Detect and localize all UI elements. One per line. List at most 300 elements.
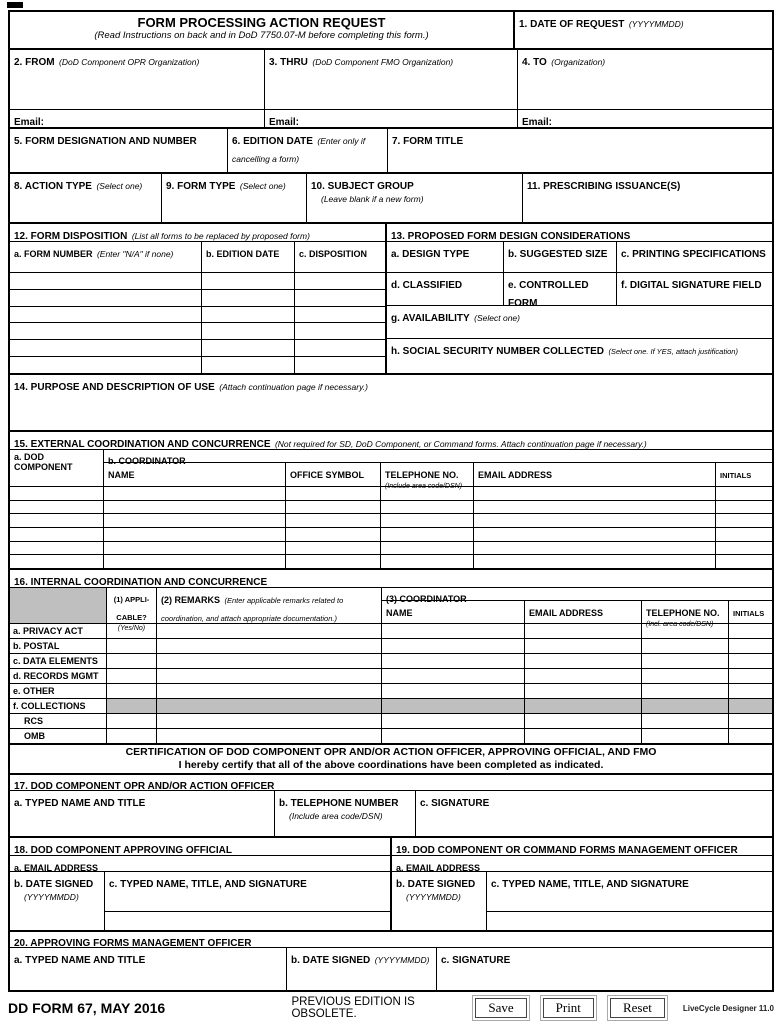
typed-name-area[interactable] xyxy=(105,872,390,912)
s12-blank-cell[interactable] xyxy=(10,273,202,289)
field-19a-email-address[interactable] xyxy=(392,856,772,872)
s12-body xyxy=(10,273,385,373)
email-label: Email: xyxy=(522,117,553,128)
s16-cell[interactable] xyxy=(107,684,157,698)
field-hint: (Include area code/DSN) xyxy=(289,811,383,821)
s18-date-signature-row xyxy=(10,872,390,930)
field-13f-digital-signature-field[interactable] xyxy=(617,273,772,305)
field-11-prescribing-issuances[interactable] xyxy=(523,174,772,222)
s15-col-coordinator xyxy=(104,450,772,466)
s15-blank-cell[interactable] xyxy=(104,542,286,555)
s17-fields-row xyxy=(10,791,772,836)
column-label: TELEPHONE NO. xyxy=(646,608,720,618)
s16-cell[interactable] xyxy=(382,624,525,638)
field-label: 11. PRESCRIBING ISSUANCE(S) xyxy=(527,181,681,192)
s12-blank-cell[interactable] xyxy=(10,307,202,323)
s15-col-initials xyxy=(716,463,772,486)
field-label: a. EMAIL ADDRESS xyxy=(14,863,99,873)
s16-cell[interactable] xyxy=(729,624,772,638)
column-hint: (Yes/No) xyxy=(117,625,146,632)
s16-cell[interactable] xyxy=(525,729,642,743)
s12-blank-cell[interactable] xyxy=(10,357,202,373)
field-13g-availability[interactable] xyxy=(387,306,772,339)
s16-cell[interactable] xyxy=(525,684,642,698)
s16-cell[interactable] xyxy=(729,684,772,698)
s12-blank-cell[interactable] xyxy=(10,290,202,306)
approval-row xyxy=(10,838,772,932)
s16-col-remarks xyxy=(157,588,382,623)
form-footer xyxy=(8,996,774,1020)
print-button[interactable]: Print xyxy=(543,998,594,1018)
field-13d-classified[interactable] xyxy=(387,273,504,305)
field-hint: (DoD Component FMO Organization) xyxy=(312,57,454,67)
s16-cell[interactable] xyxy=(107,654,157,668)
s15-blank-cell[interactable] xyxy=(104,514,286,527)
field-label: 14. PURPOSE AND DESCRIPTION OF USE xyxy=(14,382,215,393)
field-18c-typed-name-signature xyxy=(105,872,390,930)
section-20-header xyxy=(10,932,772,948)
s16-cell xyxy=(642,699,729,713)
field-13h-ssn-collected[interactable] xyxy=(387,339,772,373)
s16-cell xyxy=(157,699,382,713)
s15-blank-cell[interactable] xyxy=(474,501,716,514)
section-19-header xyxy=(392,838,772,856)
s15-blank-cell[interactable] xyxy=(474,487,716,500)
s16-cell[interactable] xyxy=(382,714,525,728)
email-field-from[interactable] xyxy=(10,110,265,127)
section-12-form-disposition xyxy=(10,224,387,373)
table-row xyxy=(10,541,772,555)
section-19-forms-management-officer xyxy=(392,838,772,930)
email-field-to[interactable] xyxy=(518,110,772,127)
form-title-block xyxy=(10,12,515,48)
s16-col-initials xyxy=(729,601,772,623)
s15-blank-cell[interactable] xyxy=(381,542,474,555)
obsolete-note: PREVIOUS EDITION IS OBSOLETE. xyxy=(291,996,415,1020)
s12-blank-cell[interactable] xyxy=(10,340,202,356)
field-label: h. SOCIAL SECURITY NUMBER COLLECTED xyxy=(391,346,604,357)
email-field-thru[interactable] xyxy=(265,110,518,127)
field-label: b. SUGGESTED SIZE xyxy=(508,249,608,260)
section-15-external-coordination xyxy=(10,432,772,570)
field-20a-typed-name-title[interactable] xyxy=(10,948,287,990)
s15-blank-cell[interactable] xyxy=(286,487,381,500)
field-label: g. AVAILABILITY xyxy=(391,313,470,324)
s16-cell[interactable] xyxy=(729,714,772,728)
s16-row-label: RCS xyxy=(10,714,107,728)
section-20-approving-fmo xyxy=(10,932,772,990)
table-row xyxy=(10,698,772,713)
s16-cell[interactable] xyxy=(382,729,525,743)
field-label: 5. FORM DESIGNATION AND NUMBER xyxy=(14,136,197,147)
field-hint: (Enter only if cancelling a form) xyxy=(232,136,366,164)
s15-blank-cell[interactable] xyxy=(716,528,772,541)
s15-blank-cell[interactable] xyxy=(286,528,381,541)
field-label: a. TYPED NAME AND TITLE xyxy=(14,798,146,809)
s16-cell[interactable] xyxy=(382,654,525,668)
s16-cell[interactable] xyxy=(525,654,642,668)
s15-blank-cell[interactable] xyxy=(10,514,104,527)
s16-cell[interactable] xyxy=(642,714,729,728)
s16-cell[interactable] xyxy=(157,624,382,638)
s16-cell xyxy=(107,699,157,713)
section-13-design-considerations xyxy=(387,224,772,373)
s15-blank-cell[interactable] xyxy=(474,514,716,527)
column-label: EMAIL ADDRESS xyxy=(478,470,553,480)
s15-blank-cell[interactable] xyxy=(716,542,772,555)
field-hint: (Select one) xyxy=(474,313,520,323)
s12-col-form-number xyxy=(10,242,202,272)
field-label: b. DATE SIGNED xyxy=(14,879,94,890)
signature-area[interactable] xyxy=(487,912,772,930)
section-17-opr-action-officer xyxy=(10,775,772,838)
s16-cell[interactable] xyxy=(525,639,642,653)
field-17c-signature[interactable] xyxy=(416,791,772,836)
column-hint: (Incl. area code/DSN) xyxy=(646,621,714,628)
s15-blank-cell[interactable] xyxy=(474,555,716,568)
certification-statement xyxy=(10,745,772,775)
field-5-form-designation[interactable] xyxy=(10,129,228,172)
field-13e-controlled-form[interactable] xyxy=(504,273,617,309)
field-17a-typed-name-title[interactable] xyxy=(10,791,275,836)
s16-cell[interactable] xyxy=(157,714,382,728)
field-label: a. TYPED NAME AND TITLE xyxy=(14,955,146,966)
field-label: b. DATE SIGNED xyxy=(396,879,476,890)
field-hint: (YYYYMMDD) xyxy=(406,892,461,902)
s15-blank-cell[interactable] xyxy=(474,542,716,555)
field-hint: (Select one) xyxy=(96,181,143,191)
s12-blank-cell[interactable] xyxy=(295,273,385,289)
s13-row-def xyxy=(387,273,772,309)
s16-cell[interactable] xyxy=(157,654,382,668)
table-row xyxy=(10,356,385,373)
field-13a-design-type[interactable] xyxy=(387,242,504,272)
s16-cell[interactable] xyxy=(107,729,157,743)
s15-blank-cell[interactable] xyxy=(10,555,104,568)
certification-line-1: CERTIFICATION OF DOD COMPONENT OPR AND/OR ACTION OFFICER, APPROVING OFFICIAL, AND FMO xyxy=(125,746,657,758)
s15-blank-cell[interactable] xyxy=(381,555,474,568)
section-12-header xyxy=(10,224,385,242)
column-hint: (Enter "N/A" if none) xyxy=(96,249,174,259)
s15-blank-cell[interactable] xyxy=(10,542,104,555)
scan-artifact-mark xyxy=(7,2,23,8)
field-label: 6. EDITION DATE xyxy=(232,136,313,147)
field-label: f. DIGITAL SIGNATURE FIELD xyxy=(621,280,762,291)
s15-body xyxy=(10,487,772,568)
field-2-from[interactable] xyxy=(10,50,265,109)
field-label: 9. FORM TYPE xyxy=(166,181,236,192)
s16-cell[interactable] xyxy=(157,729,382,743)
field-hint: (Organization) xyxy=(551,57,606,67)
s15-blank-cell[interactable] xyxy=(286,542,381,555)
s16-row-label: b. POSTAL xyxy=(10,639,107,653)
s13-row-abc xyxy=(387,242,772,273)
field-13b-suggested-size[interactable] xyxy=(504,242,617,272)
designation-row xyxy=(10,129,772,174)
column-hint: (Include area code/DSN) xyxy=(385,483,463,490)
field-hint: (Select one) xyxy=(239,181,286,191)
column-label: TELEPHONE NO. xyxy=(385,470,459,480)
s15-blank-cell[interactable] xyxy=(716,501,772,514)
field-label: 1. DATE OF REQUEST xyxy=(519,19,625,30)
field-label: c. TYPED NAME, TITLE, AND SIGNATURE xyxy=(491,879,689,890)
s15-blank-cell[interactable] xyxy=(104,501,286,514)
field-17b-telephone-number[interactable] xyxy=(275,791,416,836)
table-row xyxy=(10,668,772,683)
s16-corner-cell xyxy=(10,588,107,623)
routing-row xyxy=(10,50,772,110)
s16-cell[interactable] xyxy=(107,669,157,683)
table-row xyxy=(10,527,772,541)
s16-cell[interactable] xyxy=(525,624,642,638)
table-row xyxy=(10,500,772,514)
section-title: 16. INTERNAL COORDINATION AND CONCURRENCE xyxy=(14,577,268,588)
s15-blank-cell[interactable] xyxy=(716,514,772,527)
s16-cell[interactable] xyxy=(729,729,772,743)
signature-area[interactable] xyxy=(105,912,390,930)
dd-form-67 xyxy=(8,10,774,992)
s16-row-label: OMB xyxy=(10,729,107,743)
save-button[interactable]: Save xyxy=(475,998,526,1018)
s15-col-name xyxy=(104,463,286,486)
field-label: a. DESIGN TYPE xyxy=(391,249,470,260)
column-label: INITIALS xyxy=(720,471,752,480)
table-row xyxy=(10,273,385,289)
section-title: 12. FORM DISPOSITION xyxy=(14,231,128,242)
s12-blank-cell[interactable] xyxy=(202,323,295,339)
table-row xyxy=(10,322,385,339)
s16-cell[interactable] xyxy=(729,669,772,683)
s15-blank-cell[interactable] xyxy=(381,501,474,514)
field-label: 8. ACTION TYPE xyxy=(14,181,92,192)
s12-blank-cell[interactable] xyxy=(202,307,295,323)
field-hint: (YYYYMMDD) xyxy=(628,19,684,29)
s12-column-headers xyxy=(10,242,385,273)
s16-col-applicable xyxy=(107,588,157,632)
s15-blank-cell[interactable] xyxy=(381,528,474,541)
form-subtitle: (Read Instructions on back and in DoD 7750.07-M before completing this form.) xyxy=(94,30,429,41)
s12-blank-cell[interactable] xyxy=(295,307,385,323)
column-label: (1) APPLI-CABLE? xyxy=(113,595,150,622)
s15-col-email-address xyxy=(474,463,716,486)
email-label: Email: xyxy=(14,117,45,128)
s15-blank-cell[interactable] xyxy=(716,555,772,568)
s16-subcolumns xyxy=(382,601,772,628)
table-row xyxy=(10,653,772,668)
field-label: c. SIGNATURE xyxy=(441,955,511,966)
s16-cell[interactable] xyxy=(157,669,382,683)
s16-cell[interactable] xyxy=(642,654,729,668)
section-13-header xyxy=(387,224,772,242)
s16-cell xyxy=(382,699,525,713)
s16-col-name xyxy=(382,601,525,623)
field-label: 7. FORM TITLE xyxy=(392,136,464,147)
field-label: c. SIGNATURE xyxy=(420,798,490,809)
s15-blank-cell[interactable] xyxy=(10,528,104,541)
s15-blank-cell[interactable] xyxy=(104,555,286,568)
field-14-purpose-description[interactable] xyxy=(10,375,772,432)
s16-cell[interactable] xyxy=(157,684,382,698)
s16-cell[interactable] xyxy=(729,654,772,668)
field-6-edition-date[interactable] xyxy=(228,129,388,172)
field-7-form-title[interactable] xyxy=(388,129,772,172)
field-18a-email-address[interactable] xyxy=(10,856,390,872)
s15-blank-cell[interactable] xyxy=(716,487,772,500)
s15-col-dod-component xyxy=(10,450,104,486)
section-title: 17. DOD COMPONENT OPR AND/OR ACTION OFFICER xyxy=(14,781,275,792)
s16-cell[interactable] xyxy=(382,669,525,683)
type-row xyxy=(10,174,772,224)
s16-cell[interactable] xyxy=(525,714,642,728)
field-label: b. TELEPHONE NUMBER xyxy=(279,798,399,809)
column-label: (3) COORDINATOR xyxy=(386,594,467,604)
s15-blank-cell[interactable] xyxy=(286,514,381,527)
s12-blank-cell[interactable] xyxy=(295,357,385,373)
field-1-date-of-request[interactable] xyxy=(515,12,772,48)
table-row xyxy=(10,339,385,356)
table-row xyxy=(10,728,772,743)
s15-col-office-symbol xyxy=(286,463,381,486)
field-label: 3. THRU xyxy=(269,57,308,68)
s12-col-edition-date xyxy=(202,242,295,272)
section-16-header xyxy=(10,570,772,588)
s16-row-label: a. PRIVACY ACT xyxy=(10,624,107,638)
column-label: c. DISPOSITION xyxy=(299,249,368,259)
s16-row-label: d. RECORDS MGMT xyxy=(10,669,107,683)
s15-blank-cell[interactable] xyxy=(104,487,286,500)
field-hint: (Attach continuation page if necessary.) xyxy=(219,382,368,392)
column-label: a. FORM NUMBER xyxy=(14,249,93,259)
section-title: 13. PROPOSED FORM DESIGN CONSIDERATIONS xyxy=(391,231,631,242)
s16-cell[interactable] xyxy=(729,639,772,653)
table-row xyxy=(10,638,772,653)
s15-blank-cell[interactable] xyxy=(381,514,474,527)
column-label: EMAIL ADDRESS xyxy=(529,608,604,618)
s12-blank-cell[interactable] xyxy=(295,323,385,339)
field-hint: (Select one. If YES, attach justification) xyxy=(608,347,738,356)
field-9-form-type[interactable] xyxy=(162,174,307,222)
header-row xyxy=(10,12,772,50)
s16-cell[interactable] xyxy=(525,669,642,683)
table-row xyxy=(10,554,772,568)
field-label: e. CONTROLLED FORM xyxy=(508,280,589,309)
field-20c-signature[interactable] xyxy=(437,948,772,990)
s12-blank-cell[interactable] xyxy=(295,290,385,306)
column-hint: (Enter applicable remarks related to coordination, and attach appropriate documentation.) xyxy=(161,596,344,623)
s16-row-label: e. OTHER xyxy=(10,684,107,698)
s16-cell[interactable] xyxy=(382,639,525,653)
s16-cell[interactable] xyxy=(642,669,729,683)
field-label: 10. SUBJECT GROUP xyxy=(311,181,414,192)
table-row xyxy=(10,713,772,728)
field-label: 4. TO xyxy=(522,57,547,68)
s12-blank-cell[interactable] xyxy=(295,340,385,356)
email-row xyxy=(10,110,772,129)
s16-cell xyxy=(525,699,642,713)
form-id: DD FORM 67, MAY 2016 xyxy=(8,1000,166,1016)
s15-blank-cell[interactable] xyxy=(286,501,381,514)
section-18-header xyxy=(10,838,390,856)
column-label: b. COORDINATOR xyxy=(108,456,186,466)
field-label: c. PRINTING SPECIFICATIONS xyxy=(621,249,766,260)
section-17-header xyxy=(10,775,772,791)
s16-cell[interactable] xyxy=(642,729,729,743)
s16-cell xyxy=(729,699,772,713)
s15-blank-cell[interactable] xyxy=(474,528,716,541)
field-label: b. DATE SIGNED xyxy=(291,955,371,966)
s15-blank-cell[interactable] xyxy=(10,501,104,514)
s19-date-signature-row xyxy=(392,872,772,930)
s15-coordinator-group xyxy=(104,450,772,490)
s16-cell[interactable] xyxy=(107,639,157,653)
s15-blank-cell[interactable] xyxy=(104,528,286,541)
s15-blank-cell[interactable] xyxy=(10,487,104,500)
reset-button[interactable]: Reset xyxy=(610,998,665,1018)
s16-cell[interactable] xyxy=(642,684,729,698)
section-hint: (List all forms to be replaced by proposed form) xyxy=(131,231,310,241)
section-title: 18. DOD COMPONENT APPROVING OFFICIAL xyxy=(14,845,232,856)
s12-blank-cell[interactable] xyxy=(202,290,295,306)
disposition-design-row xyxy=(10,224,772,375)
column-label: (2) REMARKS xyxy=(161,595,221,605)
field-4-to[interactable] xyxy=(518,50,772,109)
column-label: OFFICE SYMBOL xyxy=(290,470,364,480)
s16-col-email-address xyxy=(525,601,642,623)
field-10-subject-group[interactable] xyxy=(307,174,523,222)
field-18b-date-signed[interactable] xyxy=(10,872,105,930)
s16-body xyxy=(10,624,772,743)
s16-cell[interactable] xyxy=(157,639,382,653)
field-hint: (DoD Component OPR Organization) xyxy=(59,57,200,67)
s15-column-headers xyxy=(10,450,772,490)
certification-line-2: I hereby certify that all of the above coordinations have been completed as indicated. xyxy=(178,759,604,771)
s16-cell[interactable] xyxy=(642,639,729,653)
form-title: FORM PROCESSING ACTION REQUEST xyxy=(137,15,386,30)
column-label: NAME xyxy=(386,608,413,618)
field-hint: (YYYYMMDD) xyxy=(24,892,79,902)
field-label: c. TYPED NAME, TITLE, AND SIGNATURE xyxy=(109,879,307,890)
column-label: a. DOD COMPONENT xyxy=(14,452,73,472)
field-3-thru[interactable] xyxy=(265,50,518,109)
s16-cell[interactable] xyxy=(382,684,525,698)
field-20b-date-signed[interactable] xyxy=(287,948,437,990)
column-label: INITIALS xyxy=(733,609,765,618)
s16-cell[interactable] xyxy=(107,714,157,728)
s12-blank-cell[interactable] xyxy=(202,340,295,356)
section-title: 15. EXTERNAL COORDINATION AND CONCURRENCE xyxy=(14,439,271,450)
section-15-header xyxy=(10,432,772,450)
table-row xyxy=(10,289,385,306)
field-13c-printing-specifications[interactable] xyxy=(617,242,772,272)
section-hint: (Not required for SD, DoD Component, or Command forms. Attach continuation page if necessary.) xyxy=(274,439,647,449)
s12-blank-cell[interactable] xyxy=(202,273,295,289)
column-label: NAME xyxy=(108,470,135,480)
section-title: 20. APPROVING FORMS MANAGEMENT OFFICER xyxy=(14,938,252,949)
section-title: 19. DOD COMPONENT OR COMMAND FORMS MANAGEMENT OFFICER xyxy=(396,845,738,856)
field-label: 2. FROM xyxy=(14,57,55,68)
field-19b-date-signed[interactable] xyxy=(392,872,487,930)
s16-col-coordinator xyxy=(382,588,772,604)
s12-blank-cell[interactable] xyxy=(10,323,202,339)
s16-row-label: c. DATA ELEMENTS xyxy=(10,654,107,668)
field-8-action-type[interactable] xyxy=(10,174,162,222)
s12-col-disposition xyxy=(295,242,385,272)
typed-name-area[interactable] xyxy=(487,872,772,912)
s12-blank-cell[interactable] xyxy=(202,357,295,373)
table-row xyxy=(10,513,772,527)
s15-blank-cell[interactable] xyxy=(286,555,381,568)
section-16-internal-coordination xyxy=(10,570,772,745)
